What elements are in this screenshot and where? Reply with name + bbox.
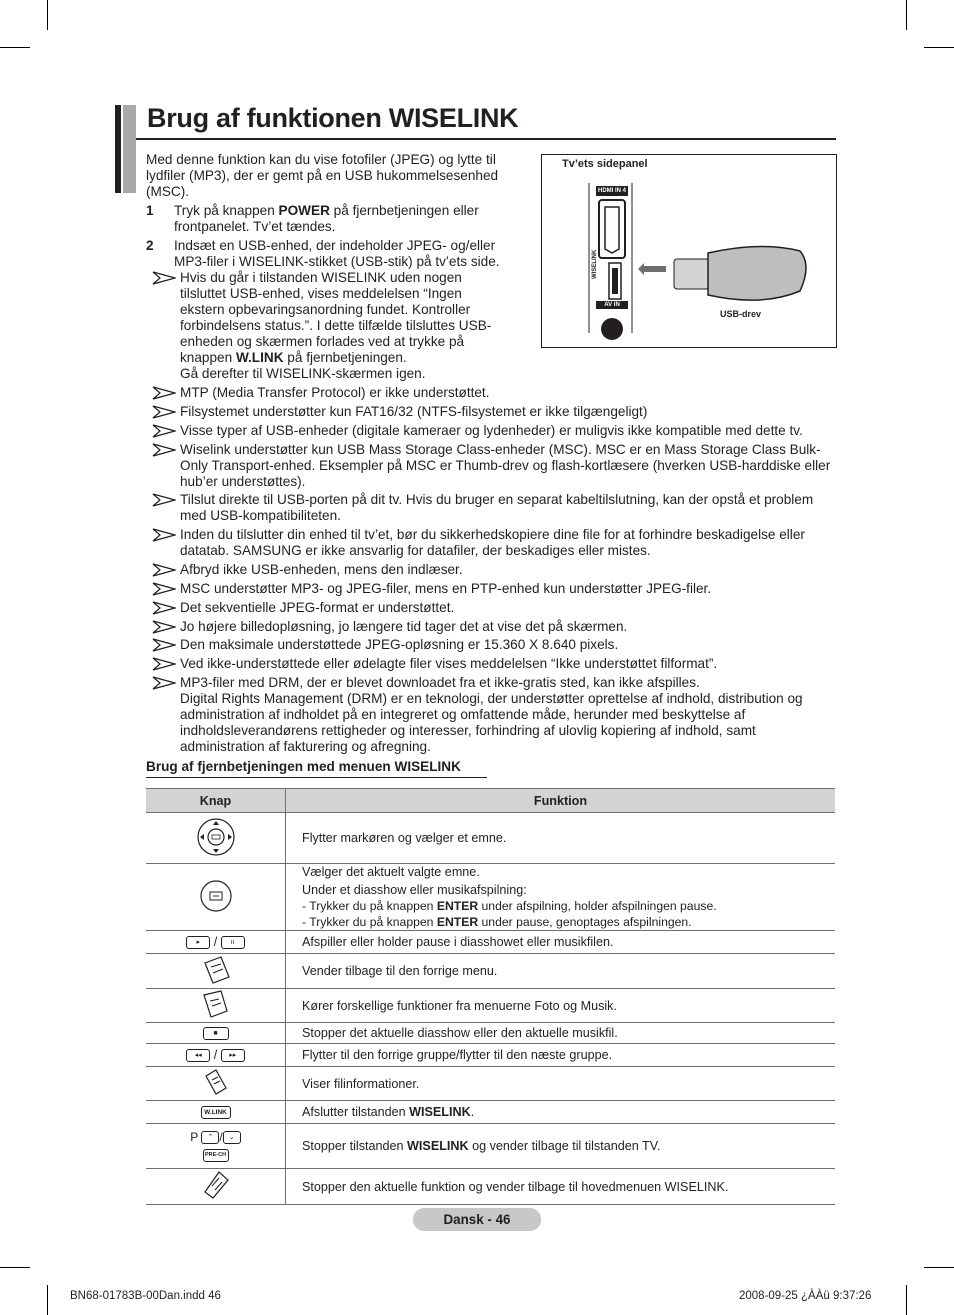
usb-drive-label: USB-drev <box>720 309 762 319</box>
row-function: Stopper den aktuelle funktion og vender tilbage til hovedmenuen WISELINK. <box>286 1169 836 1205</box>
note-arrow-icon <box>152 493 176 507</box>
step-text: Tryk på knappen POWER på fjernbetjeningen eller frontpanelet. Tv’et tændes. <box>174 203 479 234</box>
panel-label: Tv’ets sidepanel <box>562 158 648 170</box>
table-header-row <box>146 789 835 813</box>
table-row <box>146 1124 835 1169</box>
exit-icon <box>201 1170 231 1200</box>
dpad-icon <box>196 817 236 857</box>
crop-mark <box>47 0 48 30</box>
note-arrow-icon <box>152 386 176 400</box>
note-text: MSC understøtter MP3- og JPEG-filer, mens en PTP-enhed kun understøtter JPEG-filer. <box>180 581 712 596</box>
page-number-badge: Dansk - 46 <box>413 1208 541 1231</box>
crop-mark <box>906 1285 907 1315</box>
col-header-knap: Knap <box>146 789 286 813</box>
note-arrow-icon <box>152 443 176 457</box>
footer-file: BN68-01783B-00Dan.indd 46 <box>70 1290 221 1302</box>
note-arrow-icon <box>152 563 176 577</box>
note-arrow-icon <box>152 271 176 285</box>
row-function: Afspiller eller holder pause i diasshowet eller musikfilen. <box>286 931 836 954</box>
return-icon <box>201 955 231 985</box>
note-arrow-icon <box>152 638 176 652</box>
button-function-table <box>146 788 835 1205</box>
crop-mark <box>924 47 954 48</box>
table-row <box>146 1067 835 1101</box>
row-function: Stopper tilstanden WISELINK og vender tilbage til tilstanden TV. <box>286 1124 836 1169</box>
row-function: Vælger det aktuelt valgte emne. Under et diasshow eller musikafspilning: - Trykker du på knappen ENTER under afspilning, holder afspilningen pause. - Trykker du på knappen ENTER under pause, genoptages afspilningen. <box>286 864 836 931</box>
hdmi-label: HDMI IN 4 <box>597 188 626 194</box>
crop-mark <box>0 47 30 48</box>
note-text: Filsystemet understøtter kun FAT16/32 (NTFS-filsystemet er ikke tilgængeligt) <box>180 404 648 419</box>
note-arrow-icon <box>152 601 176 615</box>
col-header-funktion: Funktion <box>286 789 836 813</box>
title-accent-bar-gray <box>123 105 136 193</box>
step-number: 1 <box>146 203 154 218</box>
note-arrow-icon <box>152 582 176 596</box>
rew-ff-icon: ◂◂ / ▸▸ <box>186 1048 245 1062</box>
table-row <box>146 1101 835 1124</box>
intro-text: Med denne funktion kan du vise fotofiler (JPEG) og lytte til lydfiler (MP3), der er gemt på en USB hukommelsesenhed (MSC). <box>146 152 499 199</box>
row-function: Kører forskellige funktioner fra menuerne Foto og Musik. <box>286 989 836 1023</box>
usb-connection-diagram <box>542 155 836 347</box>
note-text: Tilslut direkte til USB-porten på dit tv. Hvis du bruger en separat kabeltilslutning, kan der opstå et problem med USB-kompatibiliteten. <box>180 492 814 523</box>
row-function: Vender tilbage til den forrige menu. <box>286 954 836 989</box>
info-icon <box>202 1068 230 1096</box>
step-number: 2 <box>146 238 154 253</box>
channel-prech-icon: P ⌃ / ⌄ PRE-CH <box>146 1124 286 1169</box>
note-text: Afbryd ikke USB-enheden, mens den indlæser. <box>180 562 463 577</box>
note-arrow-icon <box>152 620 176 634</box>
table-row <box>146 813 835 864</box>
crop-mark <box>47 1285 48 1315</box>
note-text: Den maksimale understøttede JPEG-opløsning er 15.360 X 8.640 pixels. <box>180 637 619 652</box>
play-pause-icon: ▸ / ıı <box>186 935 245 949</box>
av-in-label: AV IN <box>604 302 620 308</box>
note-arrow-icon <box>152 424 176 438</box>
note-text: Ved ikke-understøttede eller ødelagte filer vises meddelelsen “Ikke understøttet filformat”. <box>180 656 718 671</box>
crop-mark <box>924 1267 954 1268</box>
table-row <box>146 1169 835 1205</box>
table-row <box>146 954 835 989</box>
note-arrow-icon <box>152 657 176 671</box>
note-text: Hvis du går i tilstanden WISELINK uden nogen tilsluttet USB-enhed, vises meddelelsen “Ingen ekstern opbevaringsanordning fundet. Kontroller forbindelsens status.”. I dette tilfælde tilsluttes USB-enheden og skærmen forlades ved at trykke på knappen W.LINK på fjernbetjeningen. Gå derefter til WISELINK-skærmen igen. <box>180 270 492 381</box>
row-function: Flytter til den forrige gruppe/flytter til den næste gruppe. <box>286 1044 836 1067</box>
note-text: Inden du tilslutter din enhed til tv’et, bør du sikkerhedskopiere dine file for at forhindre beskadigelse eller datatab. SAMSUNG er ikke ansvarlig for datafiler, der beskadiges eller mistes. <box>180 527 805 558</box>
table-row <box>146 1023 835 1044</box>
note-text: Jo højere billedopløsning, jo længere tid tager det at vise det på skærmen. <box>180 619 628 634</box>
stop-icon: ■ <box>203 1027 229 1040</box>
row-function: Stopper det aktuelle diasshow eller den aktuelle musikfil. <box>286 1023 836 1044</box>
note-text: MP3-filer med DRM, der er blevet downloadet fra et ikke-gratis sted, kan ikke afspilles. Digital Rights Management (DRM) er en teknologi, der understøtter oprettelse af indhold, distribution og administration af indholdet på en integreret og omfattende måde, herunder med beskyttelse af indholdsleverandørens rettigheder og interesser, forhindring af ulovlig kopiering af indhold, samt administration af fakturering og afregning. <box>180 675 803 754</box>
note-arrow-icon <box>152 676 176 690</box>
crop-mark <box>906 0 907 30</box>
tv-side-panel-figure <box>541 154 837 348</box>
page-title: Brug af funktionen WISELINK <box>147 103 519 133</box>
row-function: Flytter markøren og vælger et emne. <box>286 813 836 864</box>
table-row <box>146 931 835 954</box>
table-subheading: Brug af fjernbetjeningen med menuen WISELINK <box>146 759 487 778</box>
row-function: Afslutter tilstanden WISELINK. <box>286 1101 836 1124</box>
crop-mark <box>0 1267 30 1268</box>
footer-date: 2008-09-25 ¿ÀÀü 9:37:26 <box>739 1290 872 1302</box>
title-rule <box>136 138 836 140</box>
note-text: MTP (Media Transfer Protocol) er ikke understøttet. <box>180 385 490 400</box>
note-arrow-icon <box>152 405 176 419</box>
tools-icon <box>201 989 231 1019</box>
table-row <box>146 864 835 931</box>
note-text: Det sekventielle JPEG-format er understøttet. <box>180 600 455 615</box>
wiselink-port-label: WISELINK <box>592 249 598 279</box>
note-text: Visse typer af USB-enheder (digitale kameraer og lydenheder) er muligvis ikke kompatible med dette tv. <box>180 423 803 438</box>
note-arrow-icon <box>152 528 176 542</box>
row-function: Viser filinformationer. <box>286 1067 836 1101</box>
step-text: Indsæt en USB-enhed, der indeholder JPEG- og/eller MP3-filer i WISELINK-stikket (USB-stik) på tv’ets side. <box>174 238 500 269</box>
table-row <box>146 1044 835 1067</box>
enter-icon <box>199 879 233 913</box>
note-text: Wiselink understøtter kun USB Mass Storage Class-enheder (MSC). MSC er en Mass Storage Class Bulk-Only Transport-enhed. Eksempler på MSC er Thumb-drev og flash-kortlæsere (hverken USB-harddiske eller hub’er understøttes). <box>180 442 831 489</box>
table-row <box>146 989 835 1023</box>
wlink-icon: W.LINK <box>201 1106 231 1119</box>
title-accent-bar <box>115 105 121 193</box>
